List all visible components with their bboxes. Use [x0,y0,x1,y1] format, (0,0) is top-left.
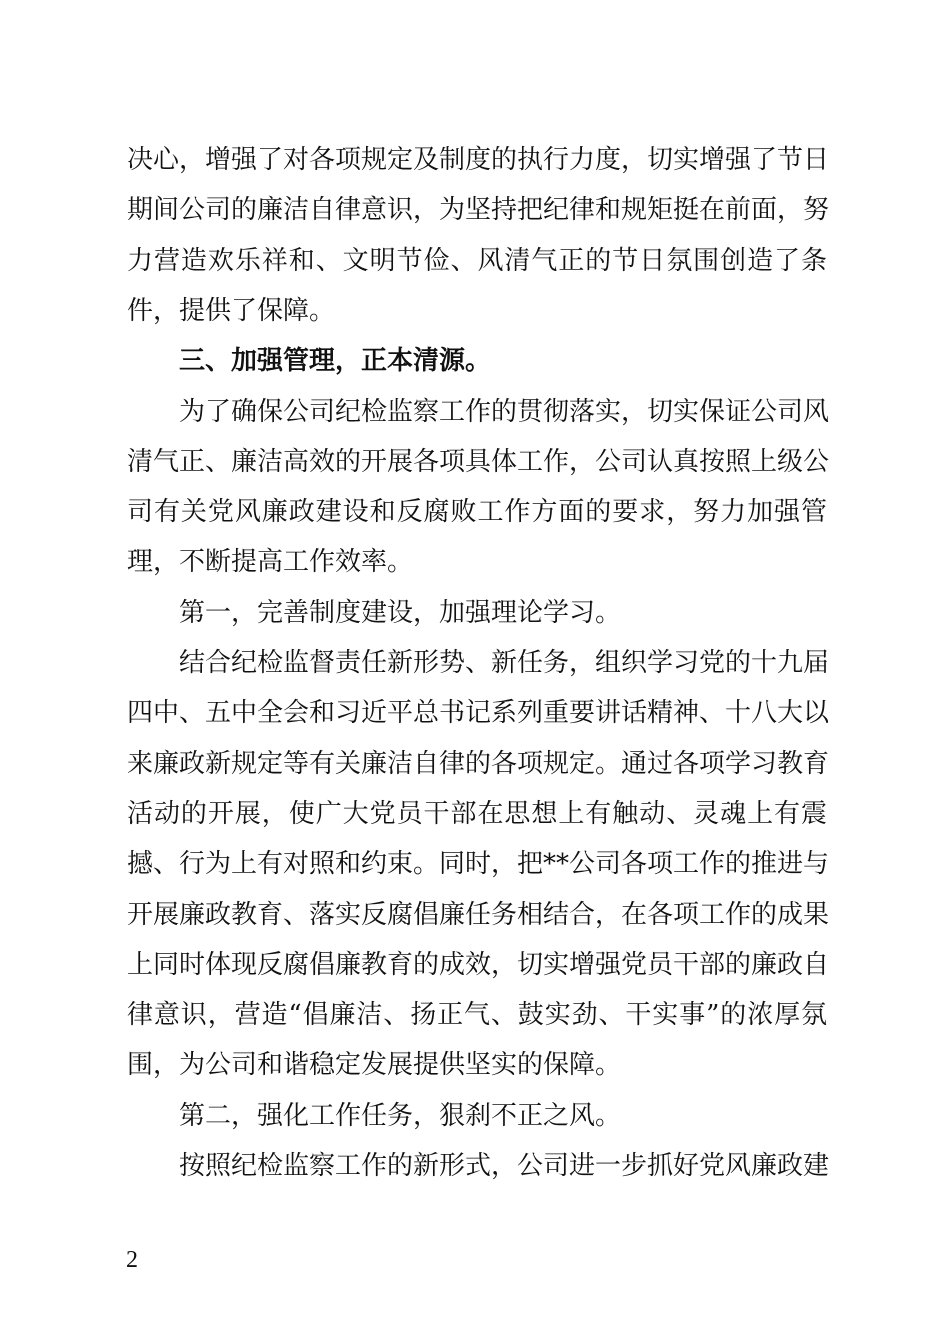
page-number: 2 [126,1247,138,1273]
paragraph-line: 活动的开展，使广大党员干部在思想上有触动、灵魂上有震 [127,798,827,829]
paragraph-line: 为了确保公司纪检监察工作的贯彻落实，切实保证公司风 [179,396,830,427]
section-heading: 三、加强管理，正本清源。 [179,346,492,377]
paragraph-line: 来廉政新规定等有关廉洁自律的各项规定。通过各项学习教育 [127,748,830,779]
paragraph-line: 期间公司的廉洁自律意识，为坚持把纪律和规矩挺在前面，努 [127,195,830,226]
paragraph-line: 司有关党风廉政建设和反腐败工作方面的要求，努力加强管 [127,497,827,528]
paragraph-line: 决心，增强了对各项规定及制度的执行力度，切实增强了节日 [127,145,830,175]
paragraph-line: 律意识，营造“倡廉洁、扬正气、鼓实劲、干实事”的浓厚氛 [127,1000,827,1031]
paragraph-line: 按照纪检监察工作的新形式，公司进一步抓好党风廉政建 [179,1151,830,1181]
paragraph-line: 清气正、廉洁高效的开展各项具体工作，公司认真按照上级公 [127,446,830,477]
paragraph-line: 理，不断提高工作效率。 [127,547,414,578]
paragraph-line: 上同时体现反腐倡廉教育的成效，切实增强党员干部的廉政自 [127,949,830,980]
paragraph-line: 结合纪检监督责任新形势、新任务，组织学习党的十九届 [179,648,830,678]
paragraph-line: 四中、五中全会和习近平总书记系列重要讲话精神、十八大以 [127,698,830,729]
paragraph-line: 撼、行为上有对照和约束。同时，把**公司各项工作的推进与 [127,849,830,880]
subsection-heading: 第一，完善制度建设，加强理论学习。 [179,597,622,628]
paragraph-line: 件，提供了保障。 [127,295,336,326]
paragraph-line: 围，为公司和谐稳定发展提供坚实的保障。 [127,1050,622,1081]
paragraph-line: 开展廉政教育、落实反腐倡廉任务相结合，在各项工作的成果 [127,899,830,930]
paragraph-line: 力营造欢乐祥和、文明节俭、风清气正的节日氛围创造了条 [127,245,827,276]
subsection-heading: 第二，强化工作任务，狠刹不正之风。 [179,1100,622,1131]
